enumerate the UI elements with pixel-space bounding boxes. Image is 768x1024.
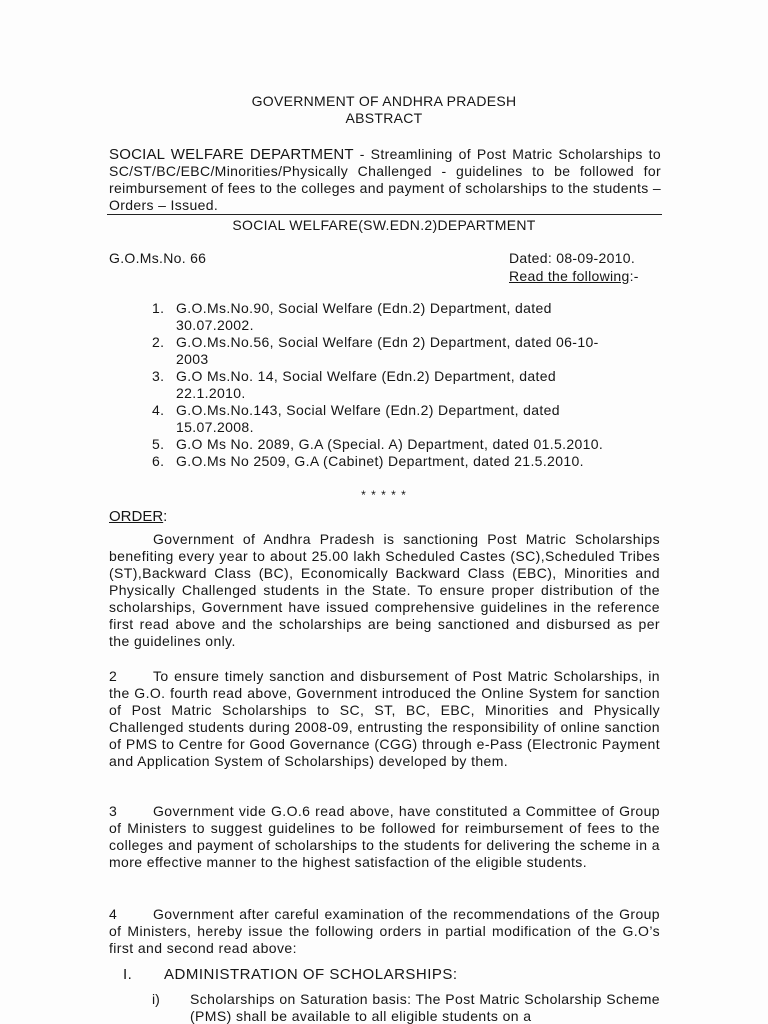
reference-list bbox=[152, 300, 622, 470]
subject-department: SOCIAL WELFARE DEPARTMENT bbox=[109, 146, 354, 163]
reference-number: 2. bbox=[152, 334, 165, 350]
reference-item bbox=[152, 436, 622, 453]
reference-text: G.O.Ms No 2509, G.A (Cabinet) Department, dated 21.5.2010. bbox=[176, 453, 584, 469]
paragraph-text: Government vide G.O.6 read above, have constituted a Committee of Group of Ministers to suggest guidelines to be followed for reimbursement of fees to the colleges and payment of scholarships to the students for delivering the scheme in a more effective manner to the highest satisfaction of the eligible students. bbox=[109, 803, 660, 870]
go-number: G.O.Ms.No. 66 bbox=[109, 250, 207, 266]
reference-text: G.O.Ms.No.90, Social Welfare (Edn.2) Department, dated 30.07.2002. bbox=[176, 300, 552, 333]
read-following-label: Read the following bbox=[509, 268, 630, 284]
order-heading bbox=[109, 508, 167, 525]
reference-item bbox=[152, 300, 622, 334]
horizontal-rule bbox=[107, 214, 662, 215]
department-line: SOCIAL WELFARE(SW.EDN.2)DEPARTMENT bbox=[232, 217, 536, 233]
paragraph-number: 2 bbox=[109, 668, 118, 684]
subsection-label: i) bbox=[152, 991, 160, 1007]
section-heading bbox=[123, 966, 458, 983]
reference-item bbox=[152, 334, 622, 368]
paragraph-number: 4 bbox=[109, 906, 118, 922]
order-suffix: : bbox=[163, 508, 168, 525]
paragraph-2 bbox=[109, 668, 660, 770]
reference-text: G.O Ms No. 2089, G.A (Special. A) Department, dated 01.5.2010. bbox=[176, 436, 604, 452]
separator-stars: * * * * * bbox=[361, 488, 407, 502]
reference-number: 4. bbox=[152, 402, 165, 418]
paragraph-text: Government after careful examination of the recommendations of the Group of Ministers, hereby issue the following orders in partial modification of the G.O’s first and second read above: bbox=[109, 906, 660, 956]
reference-item bbox=[152, 368, 622, 402]
reference-item bbox=[152, 453, 622, 470]
reference-number: 5. bbox=[152, 436, 165, 452]
abstract-heading: ABSTRACT bbox=[345, 110, 423, 126]
section-title: ADMINISTRATION OF SCHOLARSHIPS: bbox=[164, 966, 458, 983]
reference-number: 3. bbox=[152, 368, 165, 384]
order-label: ORDER bbox=[109, 508, 164, 525]
paragraph-text: To ensure timely sanction and disbursement of Post Matric Scholarships, in the G.O. fourth read above, Government introduced the Online System for sanction of Post Matric Scholarships to SC, ST, BC, EBC, Minorities and Physically Challenged students during 2008-09, entrusting the responsibility of online sanction of PMS to Centre for Good Governance (CGG) through e-Pass (Electronic Payment and Application System of Scholarships) developed by them. bbox=[109, 668, 660, 769]
reference-number: 1. bbox=[152, 300, 165, 316]
subject-text: - Streamlining of Post Matric Scholarships to SC/ST/BC/EBC/Minorities/Physically Challenged - guidelines to be followed for reimbursement of fees to the colleges and payment of scholarships to the students – Orders – Issued. bbox=[109, 146, 662, 213]
reference-text: G.O.Ms.No.143, Social Welfare (Edn.2) Department, dated 15.07.2008. bbox=[176, 402, 560, 435]
reference-item bbox=[152, 402, 622, 436]
read-following-suffix: :- bbox=[629, 268, 639, 284]
reference-number: 6. bbox=[152, 453, 165, 469]
paragraph-3 bbox=[109, 803, 660, 871]
paragraph-4 bbox=[109, 906, 660, 957]
go-dated: Dated: 08-09-2010. bbox=[509, 250, 636, 266]
paragraph-number: 3 bbox=[109, 803, 118, 819]
section-roman-numeral: I. bbox=[123, 966, 133, 983]
order-intro-text: Government of Andhra Pradesh is sanctioning Post Matric Scholarships benefiting every year to about 25.00 lakh Scheduled Castes (SC),Scheduled Tribes (ST),Backward Class (BC), Economically Backward Class (EBC), Minorities and Physically Challenged students in the State. To ensure proper distribution of the scholarships, Government have issued comprehensive guidelines in the reference first read above and the scholarships are being sanctioned and disbursed as per the guidelines only. bbox=[109, 531, 660, 649]
subsection-text: Scholarships on Saturation basis: The Post Matric Scholarship Scheme (PMS) shall be available to all eligible students on a bbox=[190, 991, 660, 1024]
subject-block bbox=[109, 146, 661, 214]
reference-text: G.O.Ms.No.56, Social Welfare (Edn 2) Department, dated 06-10-2003 bbox=[176, 334, 599, 367]
government-heading: GOVERNMENT OF ANDHRA PRADESH bbox=[251, 93, 517, 109]
order-intro-paragraph bbox=[109, 531, 660, 650]
reference-text: G.O Ms.No. 14, Social Welfare (Edn.2) Department, dated 22.1.2010. bbox=[176, 368, 557, 401]
read-following bbox=[509, 268, 639, 285]
